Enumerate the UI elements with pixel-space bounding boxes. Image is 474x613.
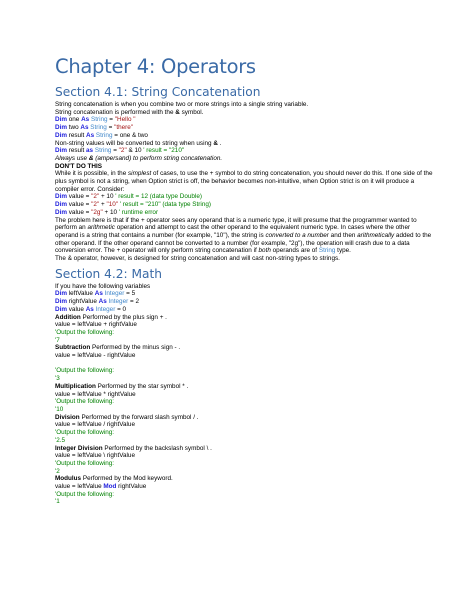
paragraph: Integer Division Performed by the backslash symbol \ . <box>55 444 212 452</box>
code-line: value = leftValue - rightValue <box>55 352 136 360</box>
paragraph: Addition Performed by the plus sign + . <box>55 313 167 321</box>
section-heading-string-concat: Section 4.1: String Concatenation <box>55 85 261 99</box>
code-line: value = leftValue \ rightValue <box>55 452 135 460</box>
code-line: Dim value = "2" + 10 ' result = 12 (data type Double) <box>55 193 202 201</box>
code-line: Dim leftValue As Integer = 5 <box>55 290 136 298</box>
section-heading-math: Section 4.2: Math <box>55 266 163 281</box>
code-comment: 'Output the following: <box>55 459 115 467</box>
code-line: Dim value = "2" + "10" ' result = "210" (data type String) <box>55 201 211 209</box>
code-comment: '1 <box>55 498 60 506</box>
code-line: Dim result As String = one & two <box>55 131 148 139</box>
code-comment: 'Output the following: <box>55 490 115 498</box>
code-block <box>55 116 435 139</box>
code-comment: 'Output the following: <box>55 429 115 437</box>
code-line: Dim rightValue As Integer = 2 <box>55 298 139 306</box>
warning-heading: DON'T DO THIS <box>55 162 102 170</box>
code-line: value = leftValue * rightValue <box>55 390 136 398</box>
paragraph: Non-string values will be converted to string when using & . <box>55 139 222 147</box>
code-comment: '2.5 <box>55 436 66 444</box>
code-comment: 'Output the following: <box>55 367 115 375</box>
paragraph: The & operator, however, is designed for string concatenation and will cast non-string types to strings. <box>55 255 340 263</box>
code-comment: '10 <box>55 406 64 413</box>
code-comment: 'Output the following: <box>55 328 115 336</box>
code-line: Dim value As Integer = 0 <box>55 305 127 313</box>
paragraph: Division Performed by the forward slash symbol / . <box>55 413 199 421</box>
paragraph: Always use & (ampersand) to perform string concatenation. <box>55 154 223 162</box>
chapter-title: Chapter 4: Operators <box>55 55 256 78</box>
blank-line <box>55 360 435 368</box>
paragraph: Subtraction Performed by the minus sign - . <box>55 344 181 352</box>
paragraph: While it is possible, in the simplest of cases, to use the + symbol to do string concatenation, you should never do this. If one side of the plus symbol is not a string, when Option strict is off, the behavior becomes non-intuitive, when Option strict is on it will produce a compiler error. Consider: <box>55 170 433 193</box>
code-line: Dim result as String = "2" & 10 ' result = "210" <box>55 147 185 155</box>
paragraph: String concatenation is when you combine two or more strings into a single string variable. <box>55 101 309 108</box>
document-page <box>55 54 435 506</box>
code-line: value = leftValue + rightValue <box>55 321 137 329</box>
code-line: value = leftValue / rightValue <box>55 421 135 429</box>
code-comment: '7 <box>55 336 60 344</box>
paragraph: Modulus Performed by the Mod keyword. <box>55 475 173 483</box>
code-comment: '3 <box>55 375 60 383</box>
code-line: value = leftValue Mod rightValue <box>55 483 147 491</box>
code-line: Dim one As String = "Hello " <box>55 116 136 124</box>
paragraph: String concatenation is performed with the & symbol. <box>55 108 204 116</box>
paragraph: Multiplication Performed by the star symbol * . <box>55 382 189 390</box>
code-block <box>55 290 435 313</box>
paragraph: If you have the following variables <box>55 282 151 290</box>
code-comment: 'Output the following: <box>55 398 115 406</box>
code-line: Dim two As String = "there" <box>55 124 134 132</box>
paragraph: The problem here is that if the + operator sees any operand that is a numeric type, it will presume that the programmer wanted to perform an arithmetic operation and attempt to cast the other operand to the equivalent numeric type. In cases where the other operand is a string that contains a number (for example, "10"), the string is converted to a number and then arithmetically added to the other operand. If the other operand cannot be converted to a number (for example, "2g"), the operation will crash due to a data conversion error. The + operator will only perform string concatenation if both operands are of String type. <box>55 216 432 255</box>
code-line: Dim value = "2g" + 10 ' runtime error <box>55 208 159 216</box>
code-comment: '2 <box>55 467 60 475</box>
code-block <box>55 193 435 216</box>
